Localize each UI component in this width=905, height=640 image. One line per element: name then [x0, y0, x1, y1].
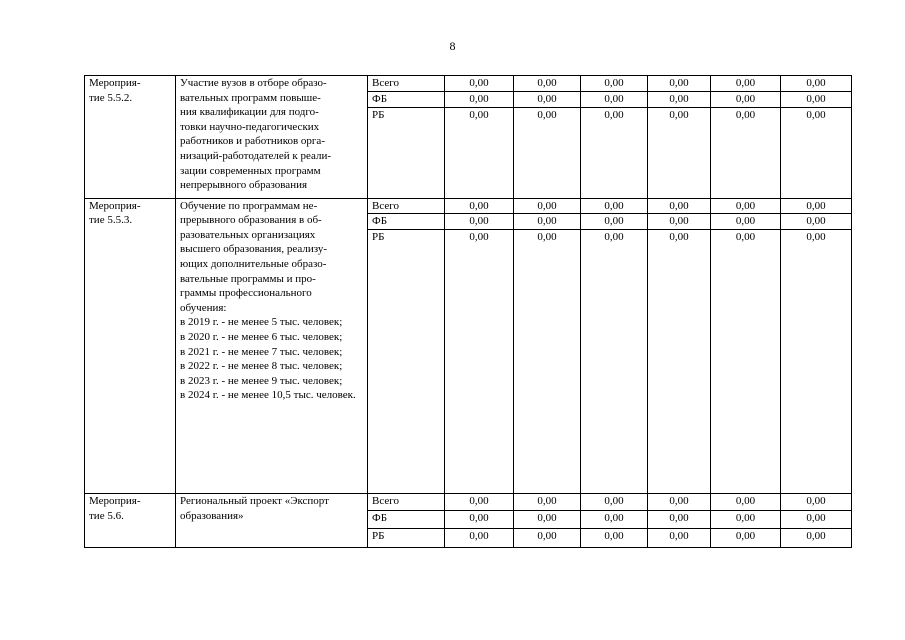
event-description-line: товки научно-педагогических	[180, 120, 320, 133]
funding-source-cell: РБ	[368, 529, 445, 548]
amount-cell: 0,00	[581, 198, 648, 214]
amount-cell: 0,00	[781, 230, 852, 494]
amount-cell: 0,00	[581, 107, 648, 198]
table-row	[85, 198, 852, 214]
amount-cell: 0,00	[514, 511, 581, 529]
event-description-cell	[176, 76, 368, 199]
event-description-line: вательных программ повыше-	[180, 91, 321, 104]
funding-source-cell: ФБ	[368, 91, 445, 107]
event-description-line: граммы профессионального	[180, 287, 312, 300]
amount-cell: 0,00	[781, 494, 852, 511]
amount-cell: 0,00	[445, 511, 514, 529]
table-row	[85, 76, 852, 92]
event-description-line: в 2024 г. - не менее 10,5 тыс. человек.	[180, 389, 356, 402]
amount-cell: 0,00	[781, 198, 852, 214]
page-number: 8	[449, 39, 456, 53]
amount-cell: 0,00	[445, 529, 514, 548]
amount-cell: 0,00	[514, 214, 581, 230]
amount-cell: 0,00	[514, 91, 581, 107]
event-description-line: Региональный проект «Экспорт	[180, 495, 329, 508]
event-code-text: Мероприя- тие 5.5.2.	[89, 77, 141, 104]
event-description-cell	[176, 494, 368, 548]
event-description-line: прерывного образования в об-	[180, 214, 322, 227]
event-description-cell	[176, 198, 368, 494]
amount-cell: 0,00	[781, 91, 852, 107]
amount-cell: 0,00	[445, 230, 514, 494]
amount-cell: 0,00	[781, 511, 852, 529]
event-description-line: в 2022 г. - не менее 8 тыс. человек;	[180, 360, 343, 373]
event-description-line: разовательных организациях	[180, 228, 316, 241]
event-code-cell	[85, 494, 176, 548]
amount-cell: 0,00	[514, 107, 581, 198]
amount-cell: 0,00	[514, 494, 581, 511]
amount-cell: 0,00	[711, 198, 781, 214]
amount-cell: 0,00	[581, 230, 648, 494]
amount-cell: 0,00	[648, 494, 711, 511]
amount-cell: 0,00	[711, 529, 781, 548]
amount-cell: 0,00	[648, 214, 711, 230]
amount-cell: 0,00	[711, 511, 781, 529]
amount-cell: 0,00	[445, 107, 514, 198]
amount-cell: 0,00	[781, 529, 852, 548]
amount-cell: 0,00	[781, 76, 852, 92]
event-description-line: ния квалификации для подго-	[180, 106, 319, 119]
event-description-line: в 2019 г. - не менее 5 тыс. человек;	[180, 316, 343, 329]
amount-cell: 0,00	[711, 91, 781, 107]
event-description-line: в 2023 г. - не менее 9 тыс. человек;	[180, 374, 343, 387]
table-row	[85, 494, 852, 511]
amount-cell: 0,00	[445, 91, 514, 107]
event-description-line: образования»	[180, 509, 244, 522]
amount-cell: 0,00	[648, 107, 711, 198]
funding-source-cell: Всего	[368, 76, 445, 92]
event-description-line: в 2021 г. - не менее 7 тыс. человек;	[180, 345, 343, 358]
event-description-line: вательные программы и про-	[180, 272, 316, 285]
funding-table	[84, 75, 852, 548]
event-code-cell	[85, 198, 176, 494]
amount-cell: 0,00	[445, 198, 514, 214]
table-body	[85, 76, 852, 548]
amount-cell: 0,00	[711, 230, 781, 494]
event-description-line: зации современных программ	[180, 164, 321, 177]
amount-cell: 0,00	[514, 76, 581, 92]
amount-cell: 0,00	[581, 529, 648, 548]
amount-cell: 0,00	[445, 494, 514, 511]
amount-cell: 0,00	[648, 76, 711, 92]
amount-cell: 0,00	[581, 76, 648, 92]
amount-cell: 0,00	[711, 107, 781, 198]
amount-cell: 0,00	[581, 91, 648, 107]
amount-cell: 0,00	[648, 230, 711, 494]
amount-cell: 0,00	[648, 529, 711, 548]
amount-cell: 0,00	[581, 511, 648, 529]
event-code-text: Мероприя- тие 5.6.	[89, 495, 141, 522]
event-description-line: Участие вузов в отборе образо-	[180, 77, 327, 89]
event-description-line: высшего образования, реализу-	[180, 243, 327, 256]
event-description-line: обучения:	[180, 301, 227, 314]
amount-cell: 0,00	[581, 494, 648, 511]
amount-cell: 0,00	[781, 107, 852, 198]
amount-cell: 0,00	[445, 76, 514, 92]
amount-cell: 0,00	[445, 214, 514, 230]
amount-cell: 0,00	[514, 230, 581, 494]
amount-cell: 0,00	[648, 198, 711, 214]
funding-source-cell: Всего	[368, 494, 445, 511]
amount-cell: 0,00	[514, 529, 581, 548]
amount-cell: 0,00	[648, 91, 711, 107]
funding-source-cell: ФБ	[368, 511, 445, 529]
event-code-text: Мероприя- тие 5.5.3.	[89, 199, 141, 227]
event-description-line: работников и работников орга-	[180, 135, 325, 148]
funding-source-cell: Всего	[368, 198, 445, 214]
event-description-line: низаций-работодателей к реали-	[180, 149, 332, 162]
event-code-cell	[85, 76, 176, 199]
event-description-line: ющих дополнительные образо-	[180, 257, 327, 270]
amount-cell: 0,00	[711, 76, 781, 92]
funding-source-cell: ФБ	[368, 214, 445, 230]
amount-cell: 0,00	[781, 214, 852, 230]
amount-cell: 0,00	[648, 511, 711, 529]
event-description-line: в 2020 г. - не менее 6 тыс. человек;	[180, 330, 343, 343]
amount-cell: 0,00	[581, 214, 648, 230]
event-description-line: Обучение по программам не-	[180, 199, 318, 212]
event-description-line: непрерывного образования	[180, 179, 308, 192]
funding-source-cell: РБ	[368, 107, 445, 198]
amount-cell: 0,00	[514, 198, 581, 214]
funding-source-cell: РБ	[368, 230, 445, 494]
amount-cell: 0,00	[711, 494, 781, 511]
amount-cell: 0,00	[711, 214, 781, 230]
